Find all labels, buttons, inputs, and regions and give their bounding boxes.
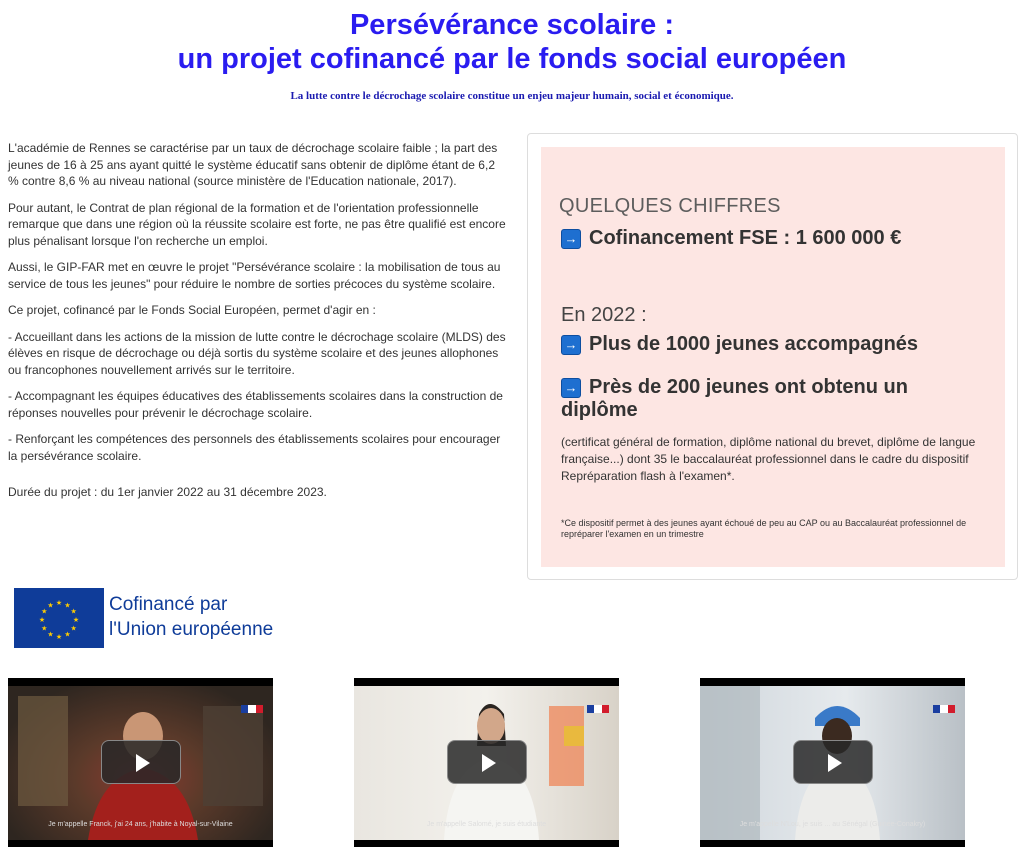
action-item-2: - Accompagnant les équipes éducatives des établissements scolaires dans la construction de réponses nouvelles pour prévenir le décrochage scolaire.	[8, 389, 503, 420]
diploma-details: (certificat général de formation, diplôme national du brevet, diplôme de langue française...) dont 35 le baccalauréat professionnel dans le cadre du dispositif Repréparation flash à l'examen*.	[561, 435, 976, 483]
arrow-right-icon: →	[561, 229, 581, 249]
eu-cofunding-logo	[14, 588, 304, 648]
svg-text:★: ★	[47, 601, 54, 610]
play-button[interactable]	[447, 740, 527, 784]
play-button[interactable]	[793, 740, 873, 784]
funding-text: Cofinancement FSE : 1 600 000 €	[589, 227, 902, 249]
stat-diplomas	[561, 376, 908, 422]
video-franck[interactable]	[8, 678, 273, 847]
intro-text	[8, 140, 508, 511]
svg-text:★: ★	[41, 624, 48, 633]
key-figures-heading: QUELQUES CHIFFRES	[559, 195, 781, 217]
key-figures-card	[527, 133, 1018, 580]
svg-text:★: ★	[64, 630, 71, 639]
video-caption: Je m'appelle Salomé, je suis étudiante	[426, 821, 547, 828]
project-duration: Durée du projet : du 1er janvier 2022 au 31 décembre 2023.	[8, 485, 327, 499]
page-subtitle: La lutte contre le décrochage scolaire constitue un enjeu majeur humain, social et économique.	[290, 90, 734, 102]
svg-text:★: ★	[41, 607, 48, 616]
funding-figure	[561, 227, 901, 250]
video-salome[interactable]	[354, 678, 619, 847]
action-item-3: - Renforçant les compétences des personnels des établissements scolaires pour encourager la persévérance scolaire.	[8, 432, 501, 463]
year-label: En 2022 :	[561, 304, 647, 326]
svg-text:★: ★	[38, 616, 46, 624]
intro-paragraph-4: Ce projet, cofinancé par le Fonds Social Européen, permet d'agir en :	[8, 303, 376, 317]
svg-text:★: ★	[70, 624, 77, 633]
footnote: *Ce dispositif permet à des jeunes ayant échoué de peu au CAP ou au Baccalauréat professionnel de repréparer l'examen en un trimestre	[561, 518, 967, 539]
svg-text:★: ★	[72, 616, 80, 624]
svg-text:★: ★	[55, 633, 63, 641]
svg-text:★: ★	[55, 599, 63, 607]
video-caption: Je m'appelle N'Lou, je suis ... au Sénégal (Guinée-Conakry)	[739, 821, 926, 828]
page-title	[0, 8, 1024, 76]
svg-text:★: ★	[64, 601, 71, 610]
video-caption: Je m'appelle Franck, j'ai 24 ans, j'habite à Noyal-sur-Vilaine	[48, 821, 233, 828]
title-line-2: un projet cofinancé par le fonds social européen	[177, 43, 847, 75]
arrow-right-icon: →	[561, 378, 581, 398]
eu-logo-line-1: Cofinancé par	[109, 594, 228, 615]
french-flag-icon	[241, 700, 263, 708]
french-flag-icon	[933, 700, 955, 708]
video-nlou[interactable]	[700, 678, 965, 847]
intro-paragraph-3: Aussi, le GIP-FAR met en œuvre le projet "Persévérance scolaire : la mobilisation de tous au service de tous les jeunes" pour réduire le nombre de sorties précoces du système scolaire.	[8, 260, 501, 291]
svg-text:★: ★	[47, 630, 54, 639]
arrow-right-icon: →	[561, 335, 581, 355]
eu-logo-text	[109, 592, 273, 642]
stat-youth-supported-text: Plus de 1000 jeunes accompagnés	[589, 333, 919, 355]
french-flag-icon	[587, 700, 609, 708]
intro-paragraph-2: Pour autant, le Contrat de plan régional de la formation et de l'orientation professionnelle remarque que dans une région où la réussite scolaire est forte, ne pas être qualifié est encore plus pénalisant lorsque l'on recherche un emploi.	[8, 200, 506, 248]
key-figures-panel	[541, 147, 1005, 567]
eu-logo-line-2: l'Union européenne	[109, 619, 274, 640]
intro-paragraph-1: L'académie de Rennes se caractérise par un taux de décrochage scolaire faible ; la part des jeunes de 16 à 25 ans ayant quitté le système éducatif sans obtenir de diplôme étant de 6,2 % contre 8,6 % au niveau national (source ministère de l'Education nationale, 2017).	[8, 141, 498, 188]
svg-text:★: ★	[70, 607, 77, 616]
title-line-1: Persévérance scolaire :	[349, 9, 675, 41]
eu-flag-icon	[14, 588, 104, 648]
action-item-1: - Accueillant dans les actions de la mission de lutte contre le décrochage scolaire (MLDS) des élèves en risque de décrochage ou déjà sortis du système scolaire et des jeunes allophones ou francophones nouvellement arrivés sur le territoire.	[8, 329, 506, 377]
stat-diplomas-line-2: diplôme	[561, 399, 638, 421]
stat-diplomas-line-1: Près de 200 jeunes ont obtenu un	[589, 376, 908, 398]
stat-youth-supported	[561, 333, 918, 356]
play-button[interactable]	[101, 740, 181, 784]
